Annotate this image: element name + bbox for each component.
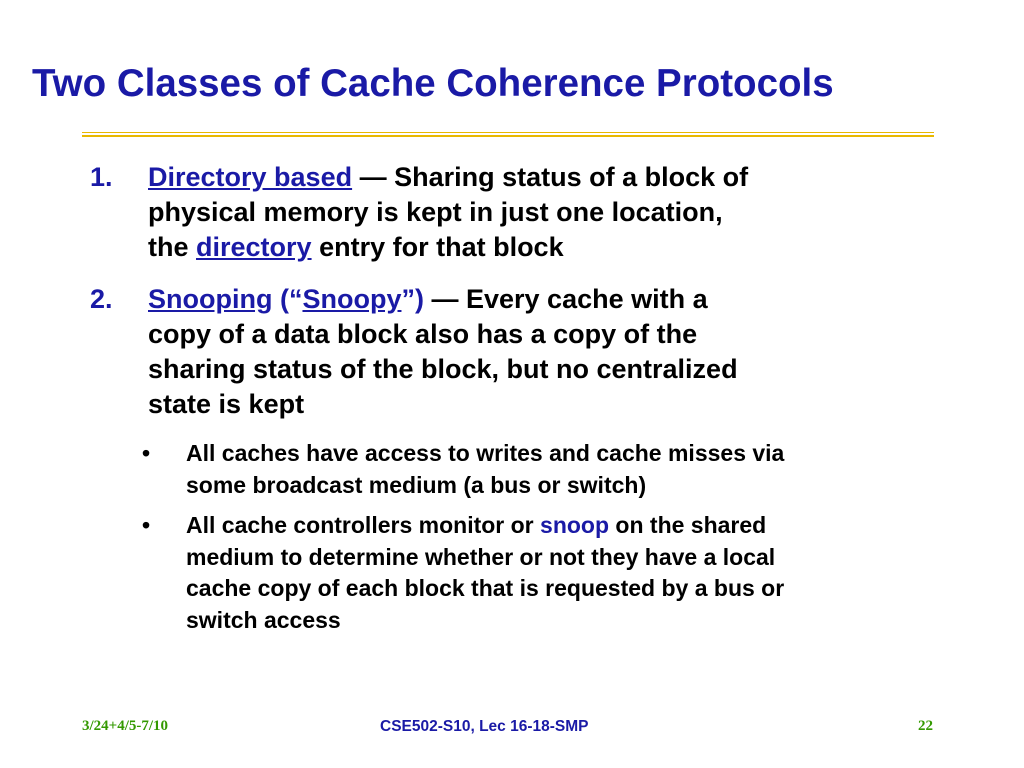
em-dash: —: [352, 162, 395, 192]
footer-course: CSE502-S10, Lec 16-18-SMP: [380, 718, 589, 735]
item-number: 2.: [90, 284, 113, 314]
item-line-text: entry for that block: [311, 232, 564, 262]
item-line: physical memory is kept in just one location,: [148, 197, 723, 227]
bullet-icon: •: [142, 440, 151, 466]
snoop-highlight: snoop: [540, 512, 610, 538]
directory-based-link[interactable]: Directory based: [148, 162, 353, 192]
sub-line-text: on the shared: [609, 512, 767, 538]
item-line-text: Every cache with a: [465, 284, 708, 314]
sub-line: All caches have access to writes and cache misses via: [186, 440, 785, 466]
sub-line: medium to determine whether or not they have a local: [186, 543, 776, 570]
item-line: sharing status of the block, but no centralized: [148, 354, 738, 384]
sub-bullet-text: [186, 438, 940, 501]
sub-line-text: All cache controllers monitor or: [186, 512, 541, 538]
em-dash: —: [423, 284, 466, 314]
sub-line: some broadcast medium (a bus or switch): [186, 471, 647, 498]
sub-line: cache copy of each block that is requested by a bus or: [186, 575, 785, 601]
item-line: state is kept: [148, 389, 305, 419]
directory-link[interactable]: directory: [196, 232, 312, 262]
item-line-text: Sharing status of a block of: [394, 162, 749, 192]
sub-bullet-text: [186, 510, 940, 636]
bullet-icon: •: [142, 512, 151, 538]
item-line: copy of a data block also has a copy of the: [148, 319, 698, 349]
item-text: [148, 282, 918, 422]
item-line: [148, 282, 918, 317]
title-underline-divider: [82, 132, 934, 137]
item-line: [148, 230, 918, 265]
sub-line: [186, 510, 940, 542]
snoopy-link[interactable]: Snoopy: [302, 284, 402, 314]
paren-open: (“: [272, 284, 303, 314]
item-number: 1.: [90, 162, 113, 192]
sub-line: switch access: [186, 606, 341, 633]
snooping-link[interactable]: Snooping: [148, 284, 273, 314]
slide-title: Two Classes of Cache Coherence Protocols: [32, 62, 834, 105]
item-line: [148, 160, 918, 195]
footer-page-number: 22: [918, 718, 933, 734]
item-text: [148, 160, 918, 265]
item-line-text: the: [148, 232, 197, 262]
paren-close: ”): [401, 284, 424, 314]
footer-date: 3/24+4/5-7/10: [82, 718, 169, 734]
